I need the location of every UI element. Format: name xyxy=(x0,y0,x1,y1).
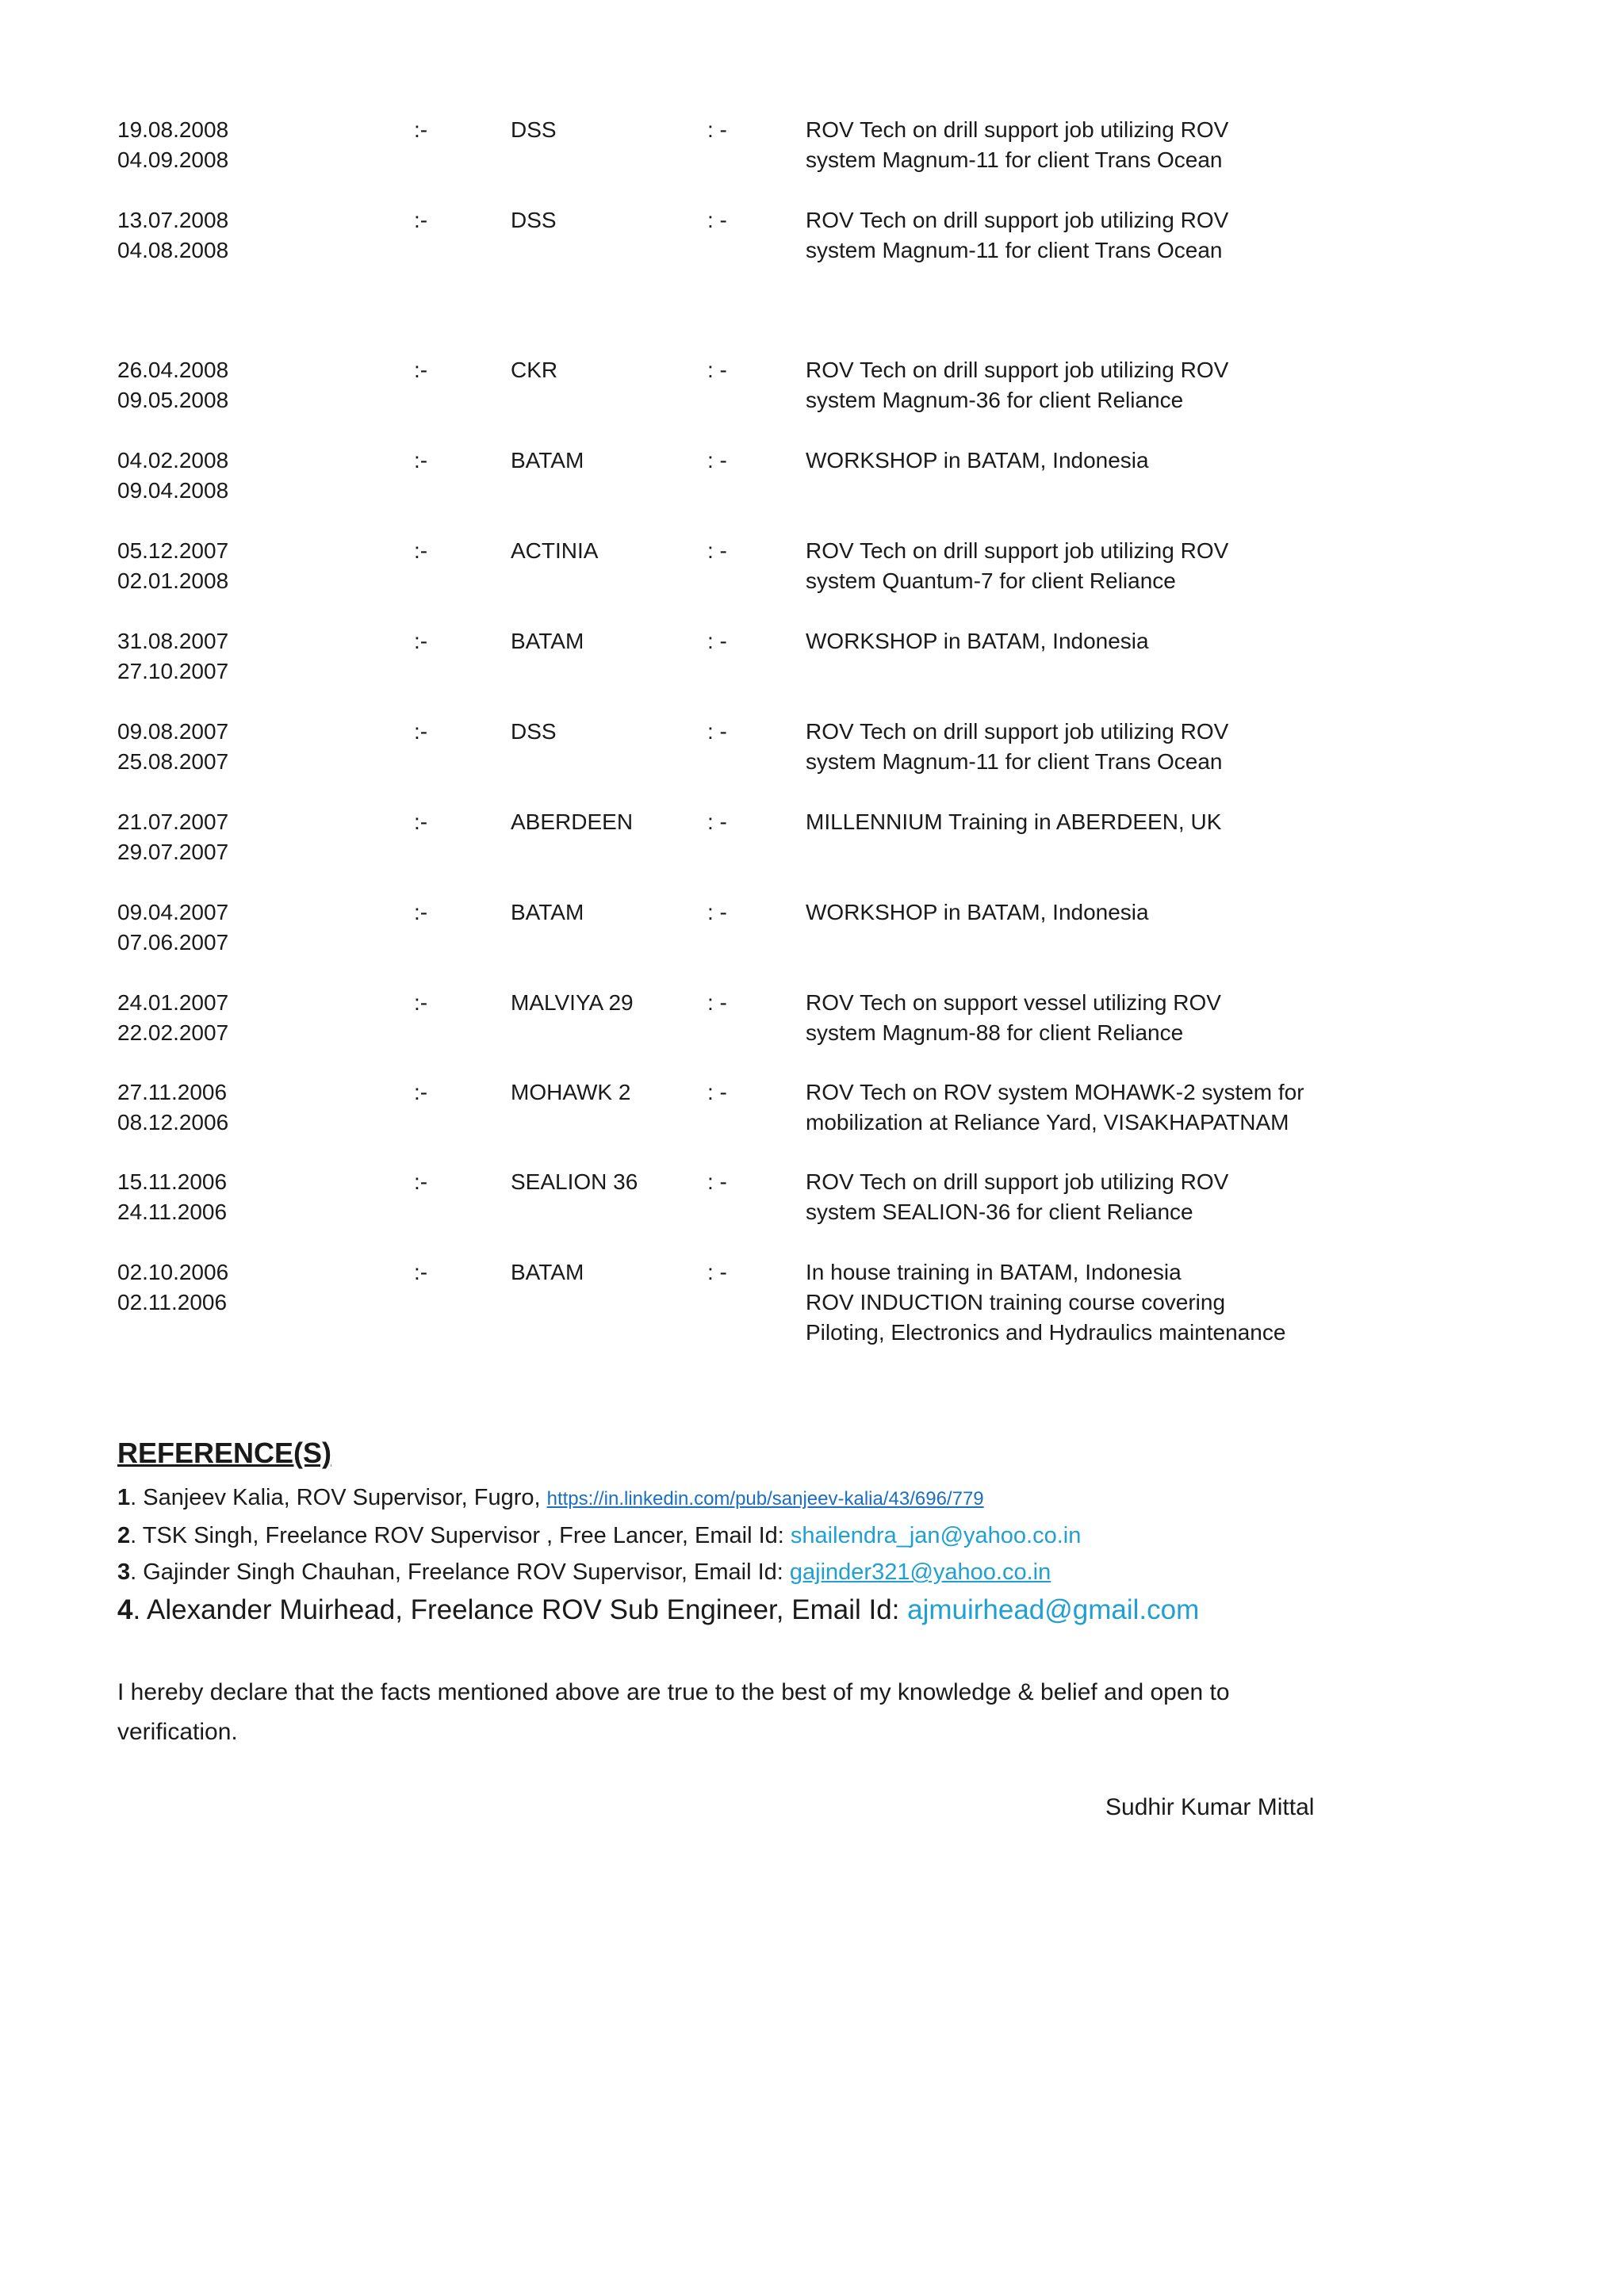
date-to: 07.06.2007 xyxy=(117,930,229,955)
separator: :- xyxy=(414,719,428,744)
separator: :- xyxy=(414,1080,428,1104)
reference-item xyxy=(117,1554,1386,1590)
date-to: 29.07.2007 xyxy=(117,840,229,864)
date-from: 15.11.2006 xyxy=(117,1169,228,1194)
reference-text: . Gajinder Singh Chauhan, Freelance ROV Supervisor, Email Id: xyxy=(130,1559,790,1585)
description-line: system SEALION-36 for client Reliance xyxy=(806,1200,1193,1224)
date-to: 24.11.2006 xyxy=(117,1200,228,1224)
entry-location: ACTINIA xyxy=(511,538,599,563)
entry-location: BATAM xyxy=(511,900,584,924)
date-to: 22.02.2007 xyxy=(117,1020,229,1045)
reference-number: 3 xyxy=(117,1559,131,1585)
entry-description xyxy=(806,536,1228,596)
reference-item xyxy=(117,1479,1386,1517)
entry-dates xyxy=(117,1167,227,1227)
separator: : - xyxy=(707,117,727,142)
reference-text: . TSK Singh, Freelance ROV Supervisor , Free Lancer, Email Id: xyxy=(130,1523,791,1548)
entry-dates xyxy=(117,897,228,958)
date-from: 31.08.2007 xyxy=(117,629,229,653)
date-to: 25.08.2007 xyxy=(117,749,229,774)
date-from: 21.07.2007 xyxy=(117,809,229,834)
separator: : - xyxy=(707,538,727,563)
reference-item xyxy=(117,1517,1386,1554)
description-line: ROV Tech on drill support job utilizing ROV xyxy=(806,358,1229,382)
entry-description xyxy=(806,1077,1304,1138)
experience-entry xyxy=(117,626,1354,690)
experience-entry xyxy=(117,446,1354,509)
description-line: WORKSHOP in BATAM, Indonesia xyxy=(806,448,1149,473)
separator: : - xyxy=(707,809,727,834)
date-from: 19.08.2008 xyxy=(117,117,229,142)
reference-email-link[interactable]: ajmuirhead@gmail.com xyxy=(907,1594,1200,1625)
description-line: system Magnum-11 for client Trans Ocean xyxy=(806,749,1223,774)
reference-text: . Alexander Muirhead, Freelance ROV Sub Engineer, Email Id: xyxy=(132,1594,908,1625)
entry-location: SEALION 36 xyxy=(511,1169,638,1194)
entry-dates xyxy=(117,115,228,175)
date-from: 26.04.2008 xyxy=(117,358,229,382)
separator: : - xyxy=(707,448,727,473)
experience-entry xyxy=(117,1167,1354,1230)
entry-location: BATAM xyxy=(511,448,584,473)
description-line: mobilization at Reliance Yard, VISAKHAPATNAM xyxy=(806,1110,1289,1135)
description-line: ROV Tech on drill support job utilizing ROV xyxy=(806,719,1229,744)
description-line: ROV Tech on support vessel utilizing ROV xyxy=(806,990,1221,1015)
date-to: 09.04.2008 xyxy=(117,478,229,503)
entry-location: BATAM xyxy=(511,629,584,653)
entry-description xyxy=(806,1167,1228,1227)
experience-entry xyxy=(117,355,1354,419)
entry-location: DSS xyxy=(511,117,557,142)
date-to: 02.11.2006 xyxy=(117,1290,228,1314)
reference-number: 1 xyxy=(117,1485,131,1510)
date-to: 27.10.2007 xyxy=(117,659,229,683)
entry-description xyxy=(806,355,1228,415)
experience-entry xyxy=(117,897,1354,961)
date-from: 09.04.2007 xyxy=(117,900,229,924)
separator: : - xyxy=(707,1169,727,1194)
date-from: 05.12.2007 xyxy=(117,538,229,563)
separator: :- xyxy=(414,1169,428,1194)
entry-dates xyxy=(117,626,228,687)
date-from: 09.08.2007 xyxy=(117,719,229,744)
entry-location: ABERDEEN xyxy=(511,809,634,834)
separator: :- xyxy=(414,629,428,653)
entry-description xyxy=(806,807,1221,837)
references-section xyxy=(117,1435,1386,1630)
description-line: ROV Tech on drill support job utilizing ROV xyxy=(806,1169,1229,1194)
separator: :- xyxy=(414,448,428,473)
date-from: 02.10.2006 xyxy=(117,1260,229,1284)
entry-description xyxy=(806,897,1149,928)
entry-dates xyxy=(117,717,228,777)
description-line: ROV Tech on drill support job utilizing ROV xyxy=(806,117,1229,142)
date-from: 04.02.2008 xyxy=(117,448,229,473)
description-line: ROV Tech on drill support job utilizing ROV xyxy=(806,208,1229,232)
date-to: 08.12.2006 xyxy=(117,1110,229,1135)
entry-description xyxy=(806,446,1149,476)
reference-item xyxy=(117,1590,1386,1630)
entry-description xyxy=(806,717,1228,777)
description-line: system Magnum-11 for client Trans Ocean xyxy=(806,147,1223,172)
entry-dates xyxy=(117,1077,228,1138)
description-line: Piloting, Electronics and Hydraulics maintenance xyxy=(806,1320,1286,1345)
date-to: 02.01.2008 xyxy=(117,568,229,593)
entry-dates xyxy=(117,988,228,1048)
separator: : - xyxy=(707,900,727,924)
description-line: WORKSHOP in BATAM, Indonesia xyxy=(806,900,1149,924)
entry-description xyxy=(806,988,1221,1048)
separator: : - xyxy=(707,719,727,744)
separator: :- xyxy=(414,208,428,232)
reference-number: 4 xyxy=(117,1594,133,1625)
entry-location: DSS xyxy=(511,208,557,232)
reference-number: 2 xyxy=(117,1523,131,1548)
date-from: 13.07.2008 xyxy=(117,208,229,232)
separator: :- xyxy=(414,1260,428,1284)
description-line: ROV Tech on drill support job utilizing ROV xyxy=(806,538,1229,563)
experience-entry xyxy=(117,988,1354,1051)
entry-description xyxy=(806,626,1149,656)
description-line: system Magnum-11 for client Trans Ocean xyxy=(806,238,1223,262)
signature-name: Sudhir Kumar Mittal xyxy=(1105,1794,1315,1820)
description-line: system Magnum-88 for client Reliance xyxy=(806,1020,1184,1045)
separator: : - xyxy=(707,1080,727,1104)
separator: :- xyxy=(414,358,428,382)
date-to: 04.09.2008 xyxy=(117,147,229,172)
reference-email-link[interactable]: gajinder321@yahoo.co.in xyxy=(789,1559,1051,1585)
entry-description xyxy=(806,205,1228,266)
entry-location: DSS xyxy=(511,719,557,744)
separator: : - xyxy=(707,990,727,1015)
separator: :- xyxy=(414,990,428,1015)
date-from: 24.01.2007 xyxy=(117,990,229,1015)
description-line: In house training in BATAM, Indonesia xyxy=(806,1260,1182,1284)
entry-location: MALVIYA 29 xyxy=(511,990,634,1015)
entry-dates xyxy=(117,355,228,415)
description-line: ROV Tech on ROV system MOHAWK-2 system for xyxy=(806,1080,1304,1104)
entry-location: CKR xyxy=(511,358,558,382)
entry-dates xyxy=(117,1257,228,1318)
date-to: 09.05.2008 xyxy=(117,388,229,412)
experience-entry xyxy=(117,536,1354,599)
declaration-text: I hereby declare that the facts mentioned above are true to the best of my knowledge & belief and open to verification. xyxy=(117,1679,1230,1745)
separator: :- xyxy=(414,117,428,142)
experience-entry xyxy=(117,1257,1354,1353)
separator: : - xyxy=(707,208,727,232)
separator: : - xyxy=(707,358,727,382)
experience-entry xyxy=(117,205,1354,269)
date-from: 27.11.2006 xyxy=(117,1080,228,1104)
experience-entry xyxy=(117,717,1354,780)
entry-description xyxy=(806,115,1228,175)
reference-text: . Sanjeev Kalia, ROV Supervisor, Fugro, xyxy=(130,1485,547,1510)
reference-email-link[interactable]: shailendra_jan@yahoo.co.in xyxy=(790,1523,1082,1548)
separator: : - xyxy=(707,629,727,653)
entry-dates xyxy=(117,446,228,506)
separator: : - xyxy=(707,1260,727,1284)
entry-dates xyxy=(117,807,228,867)
entry-description xyxy=(806,1257,1285,1348)
experience-entry xyxy=(117,115,1354,178)
references-heading: REFERENCE(S) xyxy=(117,1437,332,1469)
separator: :- xyxy=(414,809,428,834)
entry-dates xyxy=(117,205,228,266)
description-line: system Magnum-36 for client Reliance xyxy=(806,388,1184,412)
separator: :- xyxy=(414,538,428,563)
entry-location: MOHAWK 2 xyxy=(511,1080,631,1104)
description-line: MILLENNIUM Training in ABERDEEN, UK xyxy=(806,809,1222,834)
separator: :- xyxy=(414,900,428,924)
description-line: WORKSHOP in BATAM, Indonesia xyxy=(806,629,1149,653)
experience-entry xyxy=(117,1077,1354,1141)
date-to: 04.08.2008 xyxy=(117,238,229,262)
reference-link[interactable]: https://in.linkedin.com/pub/sanjeev-kalia/43/696/779 xyxy=(546,1488,984,1510)
description-line: ROV INDUCTION training course covering xyxy=(806,1290,1226,1314)
entry-dates xyxy=(117,536,228,596)
description-line: system Quantum-7 for client Reliance xyxy=(806,568,1176,593)
experience-entry xyxy=(117,807,1354,871)
entry-location: BATAM xyxy=(511,1260,584,1284)
